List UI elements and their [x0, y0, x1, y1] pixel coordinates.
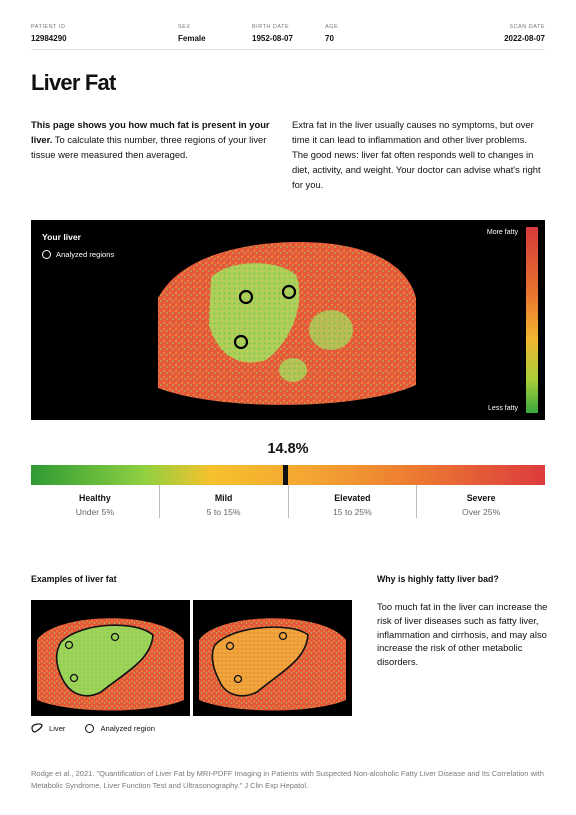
example-healthy-scan: [31, 600, 190, 716]
liver-scan-panel: [31, 220, 545, 420]
intro-right: Extra fat in the liver usually causes no symptoms, but over time it can lead to inflammation and other liver problems. The good news: liver fat often responds well to changes in diet, activity, and weight. Your doctor can advise what's right for you.: [292, 119, 541, 190]
circle-icon: [42, 250, 51, 259]
category-severe: [416, 485, 545, 518]
patient-id-label: PATIENT ID: [31, 24, 66, 30]
scan-date-value: 2022-08-07: [504, 34, 545, 43]
category-range: Over 25%: [462, 507, 501, 517]
spleen-region: [309, 310, 353, 350]
patient-header: [31, 24, 545, 50]
example-fatty-image: [193, 600, 352, 716]
scan-title: Your liver: [42, 232, 82, 242]
scan-date-label: SCAN DATE: [509, 24, 545, 30]
why-body: Too much fat in the liver can increase the risk of liver diseases such as fatty liver, inflammation and cirrhosis, and may also increase the risk of other metabolic disorders.: [377, 601, 548, 668]
age-value: 70: [325, 34, 334, 43]
liver-legend-label: Liver: [49, 723, 66, 733]
fat-percentage-value: 14.8%: [267, 441, 309, 457]
category-name: Mild: [214, 493, 233, 503]
circle-icon: [85, 724, 94, 733]
age-label: AGE: [325, 24, 339, 30]
birth-date-value: 1952-08-07: [252, 34, 293, 43]
citation: Rodge et al., 2021. "Quantification of Liver Fat by MRI-PDFF Imaging in Patients with Suspected Non-alcoholic Fatty Liver Disease and Its Correlation with Metabolic Syndrome, Liver Function Test and Ultrasonography." J Clin Exp Hepatol.: [31, 769, 544, 790]
sex-field: [178, 24, 206, 43]
fat-gauge-bar: [31, 465, 545, 485]
birth-date-field: [252, 24, 293, 43]
page-title: Liver Fat: [31, 70, 116, 95]
example-fatty-scan: [193, 600, 352, 716]
category-name: Severe: [466, 493, 496, 503]
patient-id-field: [31, 24, 67, 43]
scale-top-label: More fatty: [486, 229, 518, 236]
category-range: Under 5%: [75, 507, 114, 517]
category-range: 5 to 15%: [206, 507, 241, 517]
patient-id-value: 12984290: [31, 34, 67, 43]
fat-categories: [31, 485, 545, 518]
examples-title: Examples of liver fat: [31, 574, 117, 584]
spine-region: [279, 358, 307, 382]
category-healthy: [31, 485, 159, 518]
scale-bottom-label: Less fatty: [488, 405, 518, 412]
category-name: Elevated: [334, 493, 371, 503]
region-legend-label: Analyzed region: [100, 723, 155, 733]
category-elevated: [288, 485, 417, 518]
intro-left-bold: This page shows you how much fat is present in your liver.: [31, 119, 270, 145]
intro-left: [31, 117, 271, 162]
category-mild: [159, 485, 288, 518]
intro-left-rest: To calculate this number, three regions of your liver tissue were measured then averaged.: [31, 134, 267, 160]
category-range: 15 to 25%: [333, 507, 372, 517]
fat-color-scale: [526, 227, 538, 413]
analyzed-regions-label: Analyzed regions: [56, 250, 115, 259]
sex-value: Female: [178, 34, 206, 43]
why-title: Why is highly fatty liver bad?: [377, 574, 499, 584]
liver-outline-icon: [31, 723, 43, 733]
analyzed-regions-legend: [42, 250, 114, 259]
examples-legend: [31, 723, 155, 733]
birth-date-label: BIRTH DATE: [252, 24, 290, 30]
example-healthy-image: [31, 600, 190, 716]
fat-gauge-marker: [283, 465, 288, 485]
sex-label: SEX: [178, 24, 191, 30]
category-name: Healthy: [78, 493, 111, 503]
scan-date-field: [504, 24, 545, 43]
age-field: [325, 24, 338, 43]
